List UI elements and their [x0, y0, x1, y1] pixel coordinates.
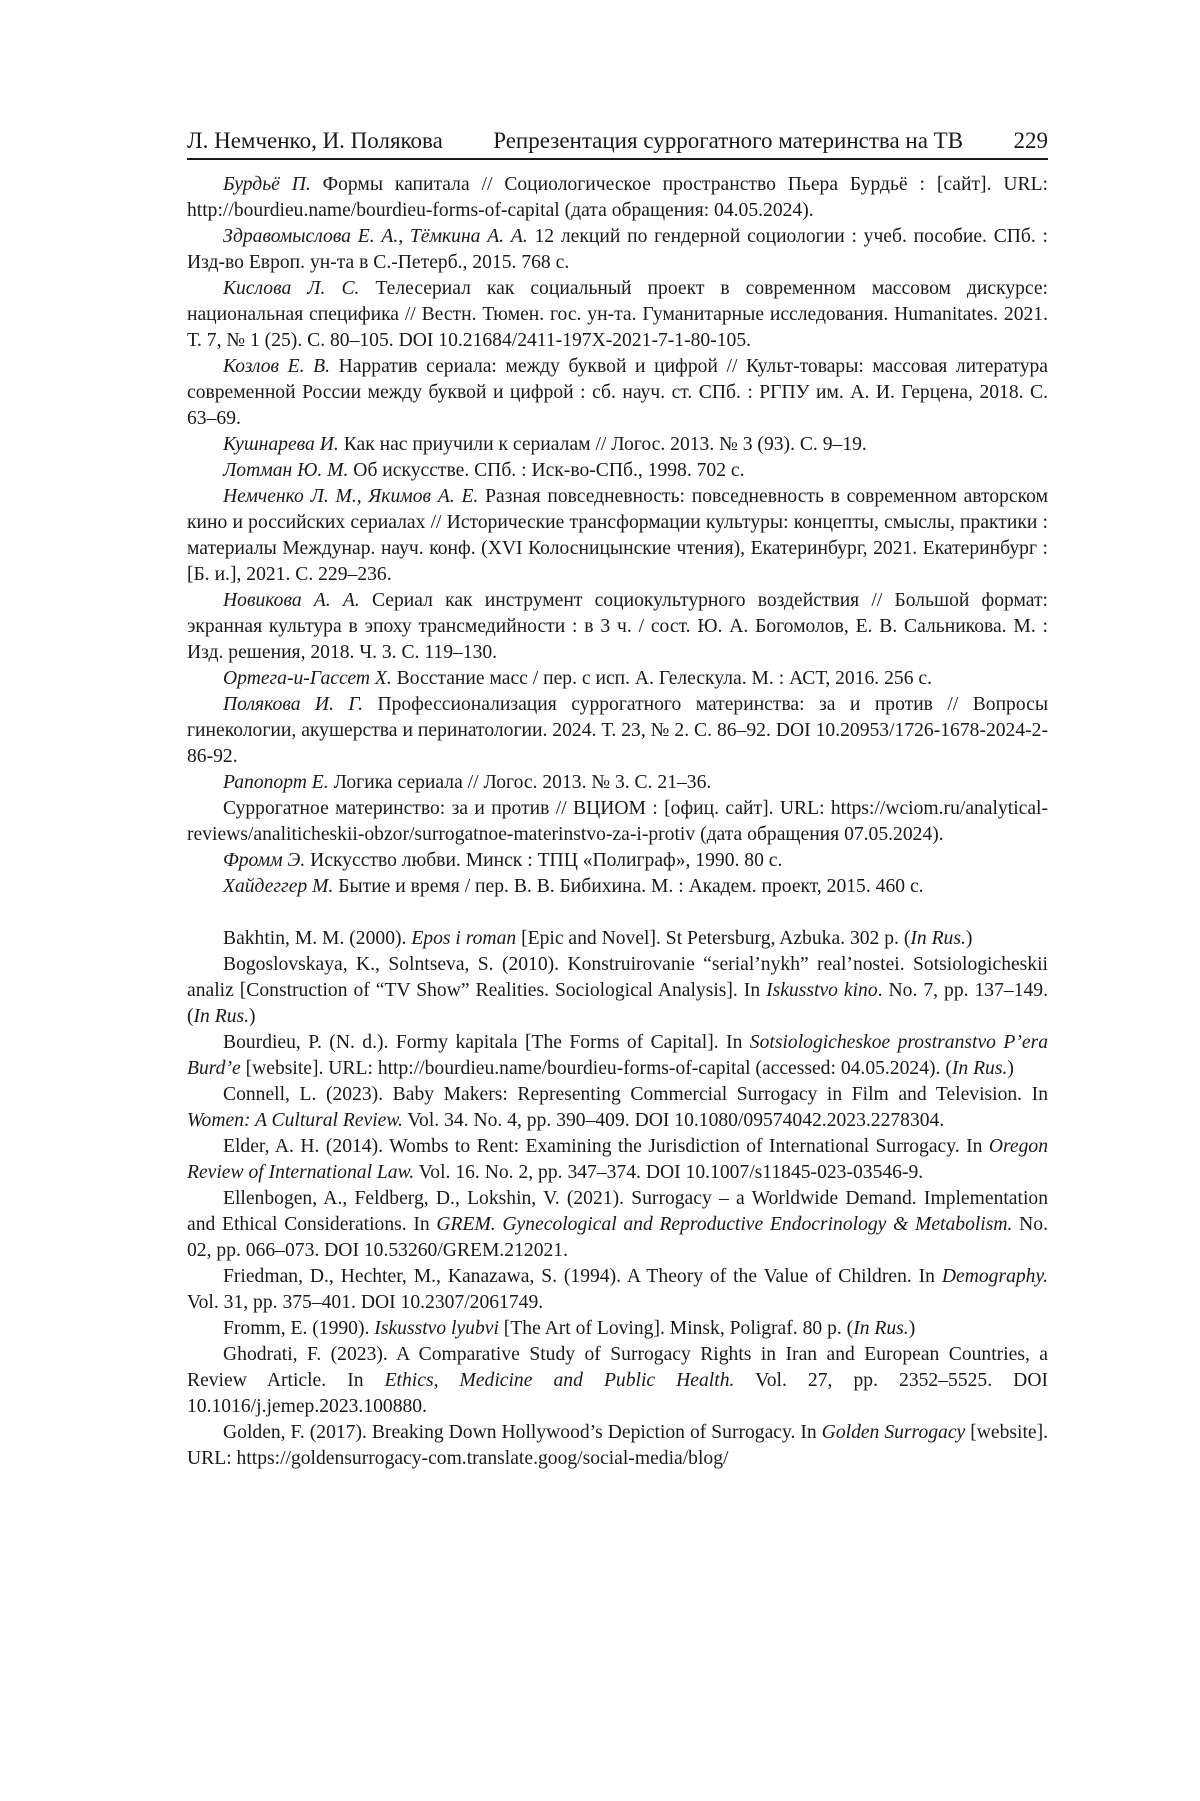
- section-spacer: [187, 900, 1048, 926]
- reference-text: Формы капитала // Социологическое пространство Пьера Бурдьё : [сайт]. URL: http://bourdieu.name/bourdieu-forms-of-capital (дата обращения: 04.05.2024).: [187, 174, 1048, 221]
- reference-segment: Vol. 16. No. 2, pp. 347–374. DOI 10.1007/s11845-023-03546-9.: [414, 1162, 924, 1183]
- reference-item: [187, 796, 1048, 848]
- reference-segment: No. 02, pp. 066–073. DOI 10.53260/GREM.212021.: [187, 1214, 1048, 1261]
- reference-text: 12 лекций по гендерной социологии : учеб. пособие. СПб. : Изд-во Европ. ун-та в С.-Петерб., 2015. 768 с.: [187, 226, 1048, 273]
- reference-item: [187, 952, 1048, 1030]
- reference-item: [187, 692, 1048, 770]
- reference-italic-segment: Ethics, Medicine and Public Health.: [384, 1370, 735, 1391]
- reference-text: Профессионализация суррогатного материнства: за и против // Вопросы гинекологии, акушерства и перинатологии. 2024. Т. 23, № 2. С. 86–92. DOI 10.20953/1726-1678-2024-2-86-92.: [187, 694, 1048, 767]
- reference-author: Кушнарева И.: [223, 434, 339, 455]
- reference-italic-segment: In Rus.: [951, 1058, 1008, 1079]
- reference-segment: Vol. 27, pp. 2352–5525. DOI 10.1016/j.jemep.2023.100880.: [187, 1370, 1049, 1417]
- reference-segment: Vol. 31, pp. 375–401. DOI 10.2307/2061749.: [187, 1292, 544, 1313]
- reference-author: Рапопорт Е.: [223, 772, 329, 793]
- reference-item: [187, 588, 1048, 666]
- reference-segment: ): [249, 1006, 256, 1027]
- reference-segment: Golden, F. (2017). Breaking Down Hollywood’s Depiction of Surrogacy. In: [223, 1422, 822, 1443]
- reference-author: Новикова А. А.: [223, 590, 360, 611]
- reference-italic-segment: Sotsiologicheskoe prostranstvo P’era Burd’e: [187, 1032, 1048, 1079]
- page-number: 229: [1013, 128, 1048, 153]
- reference-item: [187, 224, 1048, 276]
- reference-segment: [website]. URL: http://bourdieu.name/bourdieu-forms-of-capital (accessed: 04.05.2024). (: [240, 1058, 952, 1079]
- reference-italic-segment: Golden Surrogacy: [821, 1422, 966, 1443]
- reference-italic-segment: In Rus.: [910, 928, 966, 949]
- reference-item: [187, 666, 1048, 692]
- reference-item: [187, 484, 1048, 588]
- header-title: Репрезентация суррогатного материнства на ТВ: [493, 128, 964, 153]
- reference-text: Бытие и время / пер. В. В. Бибихина. М. : Академ. проект, 2015. 460 с.: [333, 876, 924, 897]
- reference-item: [187, 1316, 1048, 1342]
- reference-segment: Vol. 34. No. 4, pp. 390–409. DOI 10.1080/09574042.2023.2278304.: [402, 1110, 945, 1131]
- reference-text: Нарратив сериала: между буквой и цифрой // Культ-товары: массовая литература современной России между буквой и цифрой : сб. науч. ст. СПб. : РГПУ им. А. И. Герцена, 2018. С. 63–69.: [187, 356, 1048, 429]
- reference-item: [187, 276, 1048, 354]
- reference-text: Как нас приучили к сериалам // Логос. 2013. № 3 (93). С. 9–19.: [338, 434, 867, 455]
- reference-author: Полякова И. Г.: [223, 694, 363, 715]
- reference-segment: Bourdieu, P. (N. d.). Formy kapitala [The Forms of Capital]. In: [223, 1032, 750, 1053]
- reference-italic-segment: Demography.: [941, 1266, 1048, 1287]
- reference-segment: ): [965, 928, 973, 949]
- reference-segment: Elder, A. H. (2014). Wombs to Rent: Examining the Jurisdiction of International Surrogacy. In: [223, 1136, 989, 1157]
- reference-item: [187, 1264, 1048, 1316]
- reference-item: [187, 172, 1048, 224]
- reference-author: Кислова Л. С.: [223, 278, 360, 299]
- reference-segment: [website]. URL: https://goldensurrogacy-com.translate.goog/social-media/blog/: [187, 1422, 1049, 1469]
- reference-author: Бурдьё П.: [223, 174, 311, 195]
- reference-author: Лотман Ю. М.: [223, 460, 349, 481]
- reference-italic-segment: Oregon Review of International Law.: [187, 1136, 1048, 1183]
- reference-item: [187, 874, 1048, 900]
- reference-italic-segment: Women: A Cultural Review.: [187, 1110, 403, 1131]
- header-authors: Л. Немченко, И. Полякова: [187, 128, 443, 153]
- reference-italic-segment: Iskusstvo kino: [766, 980, 878, 1001]
- reference-italic-segment: In Rus.: [193, 1006, 250, 1027]
- reference-segment: Connell, L. (2023). Baby Makers: Representing Commercial Surrogacy in Film and Television. In: [223, 1084, 1048, 1105]
- reference-italic-segment: In Rus.: [853, 1318, 909, 1339]
- reference-text: Телесериал как социальный проект в современном массовом дискурсе: национальная специфика // Вестн. Тюмен. гос. ун-та. Гуманитарные исследования. Humanitates. 2021. Т. 7, № 1 (25). С. 80–105. DOI 10.21684/2411-197X-2021-7-1-80-105.: [187, 278, 1048, 351]
- reference-item: [187, 1186, 1048, 1264]
- reference-author: Здравомыслова Е. А., Тёмкина А. А.: [223, 226, 528, 247]
- reference-author: Фромм Э.: [223, 850, 306, 871]
- page: [187, 126, 1048, 1472]
- reference-author: Хайдеггер М.: [223, 876, 334, 897]
- reference-segment: Bakhtin, M. M. (2000).: [223, 928, 412, 949]
- reference-italic-segment: GREM. Gynecological and Reproductive Endocrinology & Metabolism.: [436, 1214, 1013, 1235]
- reference-item: [187, 1342, 1048, 1420]
- running-head: [187, 126, 1048, 160]
- reference-item: [187, 848, 1048, 874]
- references-russian: [187, 172, 1048, 900]
- reference-item: [187, 770, 1048, 796]
- reference-text: Разная повседневность: повседневность в современном авторском кино и российских сериалах // Исторические трансформации культуры: концепты, смыслы, практики : материалы Междунар. науч. конф. (XVI Колосницынские чтения), Екатеринбург, 2021. Екатеринбург : [Б. и.], 2021. С. 229–236.: [187, 486, 1048, 585]
- reference-item: [187, 458, 1048, 484]
- reference-item: [187, 1030, 1048, 1082]
- references-english: [187, 926, 1048, 1472]
- reference-text: Искусство любви. Минск : ТПЦ «Полиграф», 1990. 80 с.: [305, 850, 783, 871]
- reference-segment: Fromm, E. (1990).: [223, 1318, 375, 1339]
- reference-text: Сериал как инструмент социокультурного воздействия // Большой формат: экранная культура в эпоху трансмедийности : в 3 ч. / сост. Ю. А. Богомолов, Е. В. Сальникова. М. : Изд. решения, 2018. Ч. 3. С. 119–130.: [187, 590, 1048, 663]
- reference-item: [187, 354, 1048, 432]
- reference-segment: Ellenbogen, A., Feldberg, D., Lokshin, V. (2021). Surrogacy – a Worldwide Demand. Implementation and Ethical Considerations. In: [187, 1188, 1048, 1235]
- reference-author: Немченко Л. М., Якимов А. Е.: [223, 486, 479, 507]
- reference-italic-segment: Epos i roman: [411, 928, 517, 949]
- reference-segment: [The Art of Loving]. Minsk, Poligraf. 80 p. (: [498, 1318, 854, 1339]
- reference-text: Об искусстве. СПб. : Иск-во-СПб., 1998. 702 с.: [348, 460, 745, 481]
- reference-italic-segment: Iskusstvo lyubvi: [374, 1318, 499, 1339]
- reference-segment: ): [908, 1318, 916, 1339]
- reference-segment: Ghodrati, F. (2023). A Comparative Study of Surrogacy Rights in Iran and European Countries, a Review Article. In: [187, 1344, 1048, 1391]
- reference-item: [187, 432, 1048, 458]
- reference-segment: Friedman, D., Hechter, M., Kanazawa, S. (1994). A Theory of the Value of Children. In: [223, 1266, 942, 1287]
- reference-segment: [Epic and Novel]. St Petersburg, Azbuka. 302 p. (: [516, 928, 911, 949]
- reference-segment: . No. 7, pp. 137–149. (: [187, 980, 1048, 1027]
- reference-item: [187, 926, 1048, 952]
- reference-item: [187, 1082, 1048, 1134]
- reference-item: [187, 1420, 1048, 1472]
- reference-author: Ортега-и-Гассет Х.: [223, 668, 392, 689]
- reference-text: Логика сериала // Логос. 2013. № 3. С. 21–36.: [328, 772, 712, 793]
- reference-segment: ): [1007, 1058, 1014, 1079]
- reference-item: [187, 1134, 1048, 1186]
- reference-text: Суррогатное материнство: за и против // ВЦИОМ : [офиц. сайт]. URL: https://wciom.ru/analytical-reviews/analiticheskii-obzor/surrogatnoe-materinstvo-za-i-protiv (дата обращения 07.05.2024).: [187, 798, 1048, 845]
- reference-text: Восстание масс / пер. с исп. А. Гелескула. М. : АСТ, 2016. 256 с.: [391, 668, 932, 689]
- reference-author: Козлов Е. В.: [223, 356, 331, 377]
- reference-segment: Bogoslovskaya, K., Solntseva, S. (2010). Konstruirovanie “serial’nykh” real’nostei. Sotsiologicheskii analiz [Construction of “TV Show” Realities. Sociological Analysis]. In: [187, 954, 1048, 1001]
